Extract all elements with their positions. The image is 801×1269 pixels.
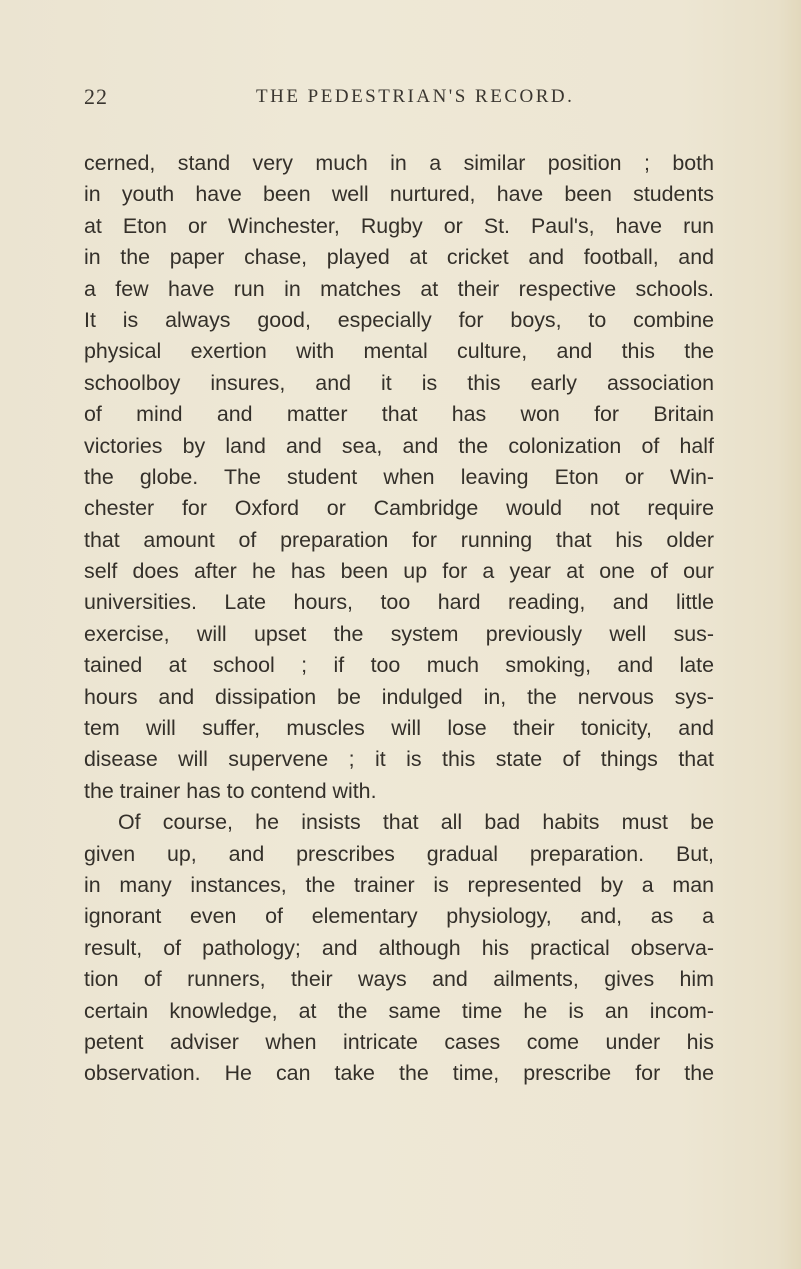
text-line: of mind and matter that has won for Britain <box>84 402 714 427</box>
text-line: a few have run in matches at their respective schools. <box>84 276 714 301</box>
page-header <box>0 84 801 124</box>
text-line: certain knowledge, at the same time he is an incom- <box>84 998 714 1023</box>
text-line: tained at school ; if too much smoking, and late <box>84 653 714 678</box>
text-line: chester for Oxford or Cambridge would not require <box>84 496 714 521</box>
text-line: It is always good, especially for boys, to combine <box>84 307 714 332</box>
text-line: hours and dissipation be indulged in, the nervous sys- <box>84 684 714 709</box>
text-line: result, of pathology; and although his practical observa- <box>84 935 714 960</box>
text-line: cerned, stand very much in a similar position ; both <box>84 151 714 175</box>
text-line: given up, and prescribes gradual preparation. But, <box>84 841 714 866</box>
text-line: petent adviser when intricate cases come under his <box>84 1029 714 1054</box>
text-line: universities. Late hours, too hard reading, and little <box>84 590 714 615</box>
text-line: Of course, he insists that all bad habits must be <box>118 810 714 835</box>
text-line: disease will supervene ; it is this state of things that <box>84 747 714 772</box>
text-line: that amount of preparation for running that his older <box>84 527 714 552</box>
text-line: exercise, will upset the system previously well sus- <box>84 621 714 646</box>
text-line: schoolboy insures, and it is this early association <box>84 370 714 395</box>
text-line: at Eton or Winchester, Rugby or St. Paul's, have run <box>84 213 714 238</box>
text-line: victories by land and sea, and the colonization of half <box>84 433 714 458</box>
text-line: tem will suffer, muscles will lose their tonicity, and <box>84 716 714 741</box>
text-line: tion of runners, their ways and ailments, gives him <box>84 967 714 992</box>
page-number: 22 <box>84 84 108 109</box>
text-line: physical exertion with mental culture, and this the <box>84 339 714 364</box>
text-line: the trainer has to contend with. <box>84 778 377 803</box>
running-head: THE PEDESTRIAN'S RECORD. <box>256 86 575 107</box>
text-line: self does after he has been up for a year at one of our <box>84 559 714 584</box>
text-line: ignorant even of elementary physiology, and, as a <box>84 904 714 929</box>
text-line: in youth have been well nurtured, have been students <box>84 182 714 207</box>
text-line: in the paper chase, played at cricket and football, and <box>84 245 714 270</box>
text-line: in many instances, the trainer is represented by a man <box>84 872 714 897</box>
text-line: the globe. The student when leaving Eton or Win- <box>84 464 714 489</box>
body-text <box>84 148 714 1090</box>
text-line: observation. He can take the time, prescribe for the <box>84 1061 714 1086</box>
